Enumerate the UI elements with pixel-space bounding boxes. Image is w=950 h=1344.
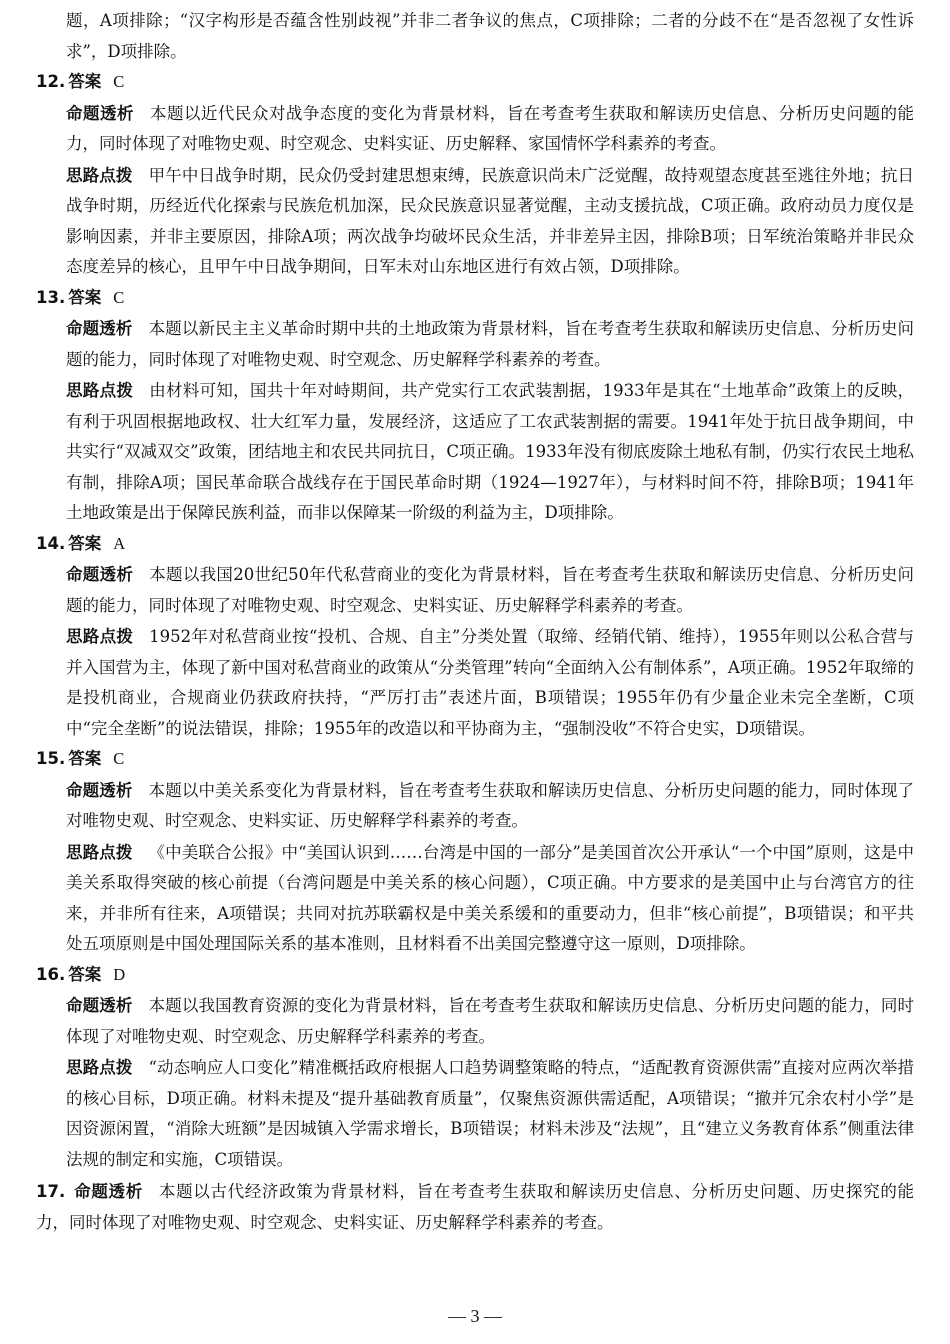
- analysis-paragraph: [66, 314, 914, 375]
- analysis-paragraph: [66, 99, 914, 160]
- answer-value: C: [113, 749, 125, 768]
- answer-line: [36, 283, 914, 314]
- hint-paragraph: [66, 1053, 914, 1175]
- item-17-number: 17.: [36, 1182, 66, 1201]
- hint-text: 由材料可知，国共十年对峙期间，共产党实行工农武装割据，1933年是其在“土地革命”政策上的反映，有利于巩固根据地政权、壮大红军力量，发展经济，这适应了工农武装割据的需要。1941年处于抗日战争期间，中共实行“双减双交”政策，团结地主和农民共同抗日，C项正确。1933年没有彻底废除土地私有制，仍实行农民土地私有制，排除A项；国民革命联合战线存在于国民革命时期（1924—1927年），与材料时间不符，排除B项；1941年土地政策是出于保障民族利益，而非以保障某一阶级的利益为主，D项排除。: [66, 381, 914, 522]
- analysis-text: 本题以近代民众对战争态度的变化为背景材料，旨在考查考生获取和解读历史信息、分析历史问题的能力，同时体现了对唯物史观、时空观念、史料实证、历史解释、家国情怀学科素养的考查。: [66, 103, 915, 153]
- question-number: 14.: [36, 533, 66, 553]
- hint-text: “动态响应人口变化”精准概括政府根据人口趋势调整策略的特点，“适配教育资源供需”直接对应两次举措的核心目标，D项正确。材料未提及“提升基础教育质量”，仅聚焦资源供需适配，A项错误；“撤并冗余农村小学”是因资源闲置，“消除大班额”是因城镇入学需求增长，B项错误；材料未涉及“法规”，且“建立义务教育体系”侧重法律法规的制定和实施，C项错误。: [66, 1058, 915, 1169]
- answer-label: 答案: [68, 964, 102, 984]
- analysis-label: 命题透析: [66, 780, 133, 800]
- question-number: 16.: [36, 964, 66, 984]
- hint-paragraph: [66, 838, 914, 960]
- hint-paragraph: [66, 376, 914, 529]
- item-17: [36, 1177, 914, 1238]
- answer-label: 答案: [68, 287, 102, 307]
- hint-text: 甲午中日战争时期，民众仍受封建思想束缚，民族意识尚未广泛觉醒，故持观望态度甚至逃往外地；抗日战争时期，历经近代化探索与民族危机加深，民众民族意识显著觉醒，主动支援抗战，C项正确。政府动员力度仅是影响因素，并非主要原因，排除A项；两次战争均破坏民众生活，并非差异主因，排除B项；日军统治策略并非民众态度差异的核心，且甲午中日战争期间，日军未对山东地区进行有效占领，D项排除。: [66, 165, 915, 276]
- answer-value: C: [113, 287, 125, 307]
- answer-line: [36, 744, 914, 775]
- analysis-label: 命题透析: [66, 319, 133, 338]
- hint-label: 思路点拨: [66, 165, 133, 185]
- answer-value: C: [113, 72, 125, 91]
- item-17-analysis-text: 本题以古代经济政策为背景材料，旨在考查考生获取和解读历史信息、分析历史问题、历史探究的能力，同时体现了对唯物史观、时空观念、史料实证、历史解释学科素养的考查。: [36, 1182, 915, 1232]
- analysis-text: 本题以中美关系变化为背景材料，旨在考查考生获取和解读历史信息、分析历史问题的能力，同时体现了对唯物史观、时空观念、史料实证、历史解释学科素养的考查。: [66, 780, 915, 830]
- analysis-paragraph: [66, 560, 914, 621]
- question-number: 12.: [36, 72, 66, 91]
- answer-line: [36, 960, 914, 991]
- answer-items: [36, 67, 915, 1175]
- question-number: 13.: [36, 287, 66, 307]
- item-17-analysis-label: 命题透析: [74, 1182, 143, 1201]
- answer-line: [36, 529, 914, 560]
- hint-label: 思路点拨: [66, 1058, 133, 1077]
- answer-item: [36, 283, 915, 529]
- answer-value: A: [113, 533, 126, 553]
- answer-label: 答案: [68, 533, 102, 553]
- analysis-text: 本题以我国20世纪50年代私营商业的变化为背景材料，旨在考查考生获取和解读历史信息、分析历史问题的能力，同时体现了对唯物史观、时空观念、史料实证、历史解释学科素养的考查。: [66, 565, 915, 615]
- hint-label: 思路点拨: [66, 381, 134, 400]
- analysis-label: 命题透析: [66, 103, 134, 123]
- answer-document: [36, 6, 915, 1238]
- hint-paragraph: [66, 622, 914, 744]
- question-number: 15.: [36, 749, 66, 768]
- answer-label: 答案: [68, 749, 102, 768]
- answer-item: [36, 529, 915, 745]
- answer-label: 答案: [68, 72, 102, 91]
- intro-paragraph: 题，A项排除；“汉字构形是否蕴含性别歧视”并非二者争议的焦点，C项排除；二者的分歧不在“是否忽视了女性诉求”，D项排除。: [66, 11, 914, 61]
- hint-label: 思路点拨: [66, 627, 134, 646]
- hint-text: 《中美联合公报》中“美国认识到……台湾是中国的一部分”是美国首次公开承认“一个中国”原则，这是中美关系取得突破的核心前提（台湾问题是中美关系的核心问题），C项正确。中方要求的是美国中止与台湾官方的往来，并非所有往来，A项错误；共同对抗苏联霸权是中美关系缓和的重要动力，但非“核心前提”，B项错误；和平共处五项原则是中国处理国际关系的基本准则，且材料看不出美国完整遵守这一原则，D项排除。: [66, 842, 914, 953]
- answer-line: [36, 67, 914, 98]
- hint-paragraph: [66, 161, 914, 283]
- answer-item: [36, 67, 915, 283]
- analysis-label: 命题透析: [66, 565, 134, 584]
- analysis-label: 命题透析: [66, 996, 133, 1015]
- answer-item: [36, 744, 915, 960]
- page-number: — 3 —: [448, 1306, 502, 1326]
- answer-item: [36, 960, 915, 1176]
- hint-text: 1952年对私营商业按“投机、合规、自主”分类处置（取缔、经销代销、维持），1955年则以公私合营与并入国营为主，体现了新中国对私营商业的政策从“分类管理”转向“全面纳入公有制体系”，A项正确。1952年取缔的是投机商业，合规商业仍获政府扶持，“严厉打击”表述片面，B项错误；1955年仍有少量企业未完全垄断，C项中“完全垄断”的说法错误，排除；1955年的改造以和平协商为主，“强制没收”不符合史实，D项错误。: [66, 627, 914, 738]
- analysis-paragraph: [66, 776, 914, 837]
- answer-value: D: [113, 964, 126, 984]
- analysis-paragraph: [66, 991, 914, 1052]
- hint-label: 思路点拨: [66, 842, 133, 862]
- analysis-text: 本题以新民主主义革命时期中共的土地政策为背景材料，旨在考查考生获取和解读历史信息、分析历史问题的能力，同时体现了对唯物史观、时空观念、历史解释学科素养的考查。: [66, 319, 915, 369]
- analysis-text: 本题以我国教育资源的变化为背景材料，旨在考查考生获取和解读历史信息、分析历史问题的能力，同时体现了对唯物史观、时空观念、历史解释学科素养的考查。: [66, 996, 915, 1046]
